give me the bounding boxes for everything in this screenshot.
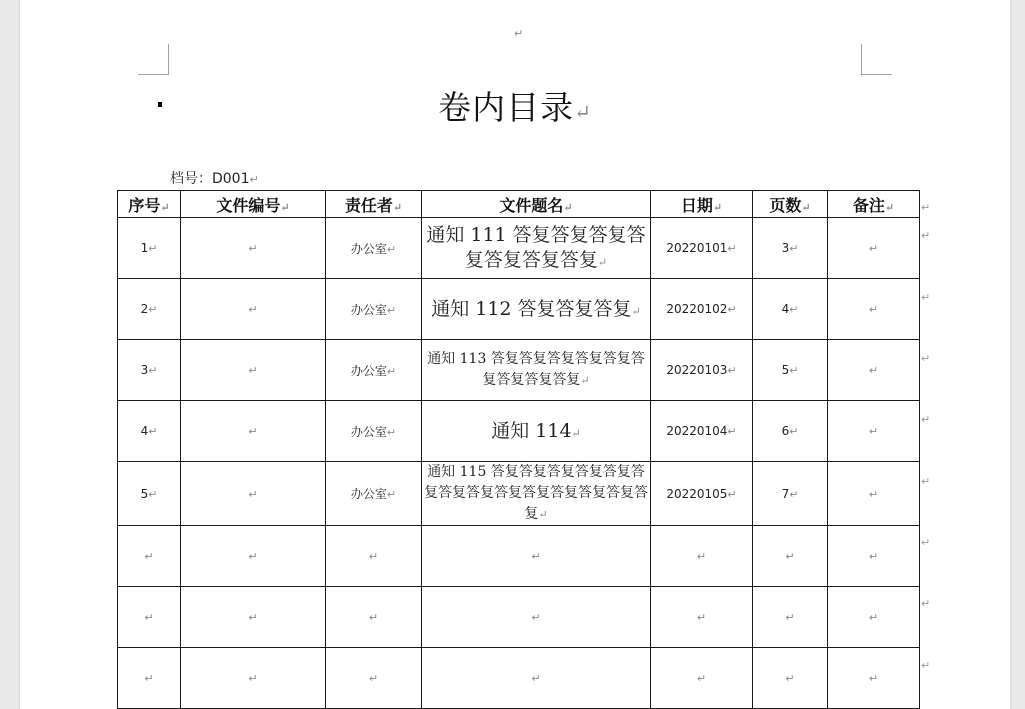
paragraph-mark-icon: ↵ [386, 303, 397, 317]
cell-remark[interactable] [828, 526, 920, 587]
paragraph-mark-icon: ↵ [727, 242, 737, 255]
cell-title[interactable]: 通知 113 答复答复答复答复答复答复答复答复答复↵ [422, 340, 651, 401]
table-row [118, 218, 920, 279]
paragraph-mark-icon: ↵ [248, 672, 258, 685]
paragraph-mark-icon: ↵ [785, 611, 795, 624]
paragraph-mark-icon: ↵ [868, 364, 879, 377]
cell-date[interactable]: 20220102↵ [651, 279, 753, 340]
cell-file-no[interactable] [181, 401, 326, 462]
cell-date[interactable] [651, 526, 753, 587]
paragraph-mark-icon: ↵ [368, 550, 379, 563]
cell-owner[interactable]: 办公室↵ [326, 401, 422, 462]
cell-remark[interactable] [828, 218, 920, 279]
cell-pages[interactable] [753, 587, 828, 648]
archive-number[interactable] [170, 168, 259, 188]
paragraph-mark-icon: ↵ [789, 364, 799, 377]
paragraph-mark-icon: ↵ [727, 425, 737, 438]
paragraph-mark-icon: ↵ [148, 364, 158, 377]
row-end-mark [921, 286, 930, 305]
cell-seq[interactable]: 4↵ [118, 401, 181, 462]
paragraph-mark-icon: ↵ [514, 27, 524, 40]
paragraph-mark-icon: ↵ [696, 550, 707, 563]
cell-pages[interactable]: 4↵ [753, 279, 828, 340]
cell-file-no[interactable] [181, 218, 326, 279]
paragraph-mark-icon: ↵ [386, 242, 397, 256]
paragraph-mark-icon: ↵ [144, 550, 154, 563]
cell-pages[interactable]: 6↵ [753, 401, 828, 462]
paragraph-mark-icon: ↵ [785, 672, 795, 685]
cell-seq[interactable]: 5↵ [118, 462, 181, 526]
paragraph-mark-icon: ↵ [789, 487, 799, 501]
row-end-mark [921, 224, 930, 243]
paragraph-mark-icon: ↵ [580, 374, 590, 387]
table-row [118, 279, 920, 340]
paragraph-mark-icon: ↵ [248, 425, 258, 438]
paragraph-mark-icon: ↵ [727, 487, 737, 501]
paragraph-mark-icon: ↵ [144, 672, 154, 685]
paragraph-mark-icon: ↵ [921, 413, 931, 426]
paragraph-mark-icon: ↵ [921, 352, 931, 365]
cell-remark[interactable] [828, 401, 920, 462]
paragraph-mark-icon: ↵ [248, 550, 258, 563]
paragraph-mark-icon: ↵ [631, 304, 641, 318]
cell-date[interactable]: 20220103↵ [651, 340, 753, 401]
cell-file-no[interactable] [181, 648, 326, 709]
paragraph-mark-icon: ↵ [248, 364, 258, 377]
paragraph-mark-icon: ↵ [696, 611, 707, 624]
archive-number-text[interactable]: 档号：D001 [170, 171, 250, 187]
page-corner-mark-right [861, 44, 892, 75]
cell-owner[interactable]: 办公室↵ [326, 462, 422, 526]
paragraph-mark-icon: ↵ [868, 611, 879, 624]
header-file-no[interactable]: 文件编号↵ [181, 191, 326, 218]
cell-title[interactable]: 通知 115 答复答复答复答复答复答复答复答复答复答复答复答复答复答复↵ [422, 462, 651, 526]
cell-title[interactable]: 通知 111 答复答复答复答复答复答复答复↵ [422, 218, 651, 279]
paragraph-mark-icon: ↵ [148, 303, 158, 316]
cell-pages[interactable] [753, 526, 828, 587]
paragraph-mark-icon: ↵ [921, 659, 931, 672]
cell-remark[interactable] [828, 279, 920, 340]
cell-owner[interactable]: 办公室↵ [326, 340, 422, 401]
paragraph-mark-icon: ↵ [921, 291, 931, 304]
paragraph-mark-icon: ↵ [696, 672, 707, 685]
paragraph-mark-icon: ↵ [789, 303, 799, 316]
paragraph-mark-icon: ↵ [386, 488, 397, 501]
cell-file-no[interactable] [181, 587, 326, 648]
cell-file-no[interactable] [181, 462, 326, 526]
cell-title[interactable] [422, 648, 651, 709]
paragraph-mark-icon: ↵ [249, 173, 259, 186]
paragraph-mark-icon: ↵ [921, 536, 931, 549]
paragraph-mark-icon: ↵ [148, 487, 158, 501]
paragraph-mark-icon: ↵ [868, 487, 879, 501]
row-end-mark [921, 196, 930, 215]
cell-file-no[interactable] [181, 526, 326, 587]
paragraph-mark-icon: ↵ [921, 597, 931, 610]
paragraph-mark-icon: ↵ [144, 611, 154, 624]
table-row-empty [118, 648, 920, 709]
paragraph-mark-icon: ↵ [368, 672, 379, 685]
header-date[interactable]: 日期↵ [651, 191, 753, 218]
table-row [118, 340, 920, 401]
row-end-mark [921, 654, 930, 673]
cell-date[interactable] [651, 648, 753, 709]
paragraph-mark-icon: ↵ [368, 611, 379, 624]
header-remark[interactable]: 备注↵ [828, 191, 920, 218]
cell-remark[interactable] [828, 648, 920, 709]
table-row-empty [118, 587, 920, 648]
cell-date[interactable]: 20220104↵ [651, 401, 753, 462]
table-row [118, 462, 920, 526]
cell-seq[interactable]: 3↵ [118, 340, 181, 401]
paragraph-mark-icon: ↵ [531, 611, 541, 624]
cell-date[interactable] [651, 587, 753, 648]
paragraph-mark-icon: ↵ [789, 242, 799, 255]
paragraph-mark-icon: ↵ [921, 229, 931, 242]
cell-owner[interactable] [326, 526, 422, 587]
paragraph-mark-icon: ↵ [921, 201, 931, 214]
cell-owner[interactable] [326, 587, 422, 648]
cell-seq[interactable] [118, 526, 181, 587]
document-title[interactable] [20, 82, 1010, 129]
paragraph-mark-icon: ↵ [386, 364, 397, 378]
cell-title[interactable] [422, 526, 651, 587]
cell-remark[interactable] [828, 587, 920, 648]
cell-date[interactable]: 20220101↵ [651, 218, 753, 279]
paragraph-mark-icon: ↵ [868, 242, 879, 255]
paragraph-mark-icon: ↵ [921, 475, 931, 488]
cell-file-no[interactable] [181, 279, 326, 340]
paragraph-mark-icon: ↵ [148, 425, 158, 438]
cell-owner[interactable]: 办公室↵ [326, 279, 422, 340]
row-end-mark [921, 408, 930, 427]
paragraph-mark-icon: ↵ [148, 242, 158, 255]
table-row [118, 401, 920, 462]
cell-owner[interactable]: 办公室↵ [326, 218, 422, 279]
paragraph-mark-icon: ↵ [868, 303, 879, 316]
page-corner-mark-left [138, 44, 169, 75]
paragraph-mark-icon: ↵ [785, 550, 795, 563]
cell-title[interactable]: 通知 112 答复答复答复↵ [422, 279, 651, 340]
cell-pages[interactable]: 3↵ [753, 218, 828, 279]
paragraph-mark-icon: ↵ [727, 364, 737, 377]
paragraph-mark-icon: ↵ [868, 425, 879, 438]
paragraph-mark-icon: ↵ [248, 611, 258, 624]
header-title[interactable]: 文件题名↵ [422, 191, 651, 218]
paragraph-mark-icon: ↵ [248, 303, 258, 316]
paragraph-mark-icon: ↵ [868, 672, 879, 685]
paragraph-mark-icon: ↵ [248, 487, 258, 501]
header-owner[interactable]: 责任者↵ [326, 191, 422, 218]
cell-date[interactable]: 20220105↵ [651, 462, 753, 526]
title-text[interactable]: 卷内目录 [438, 88, 575, 127]
cell-seq[interactable]: 2↵ [118, 279, 181, 340]
paragraph-mark-icon: ↵ [248, 242, 258, 255]
header-seq[interactable]: 序号↵ [118, 191, 181, 218]
paragraph-mark-icon: ↵ [538, 508, 548, 521]
cell-seq[interactable]: 1↵ [118, 218, 181, 279]
table-header-row [118, 191, 920, 218]
paragraph-mark-icon: ↵ [868, 550, 879, 563]
row-end-mark [921, 592, 930, 611]
cell-pages[interactable] [753, 648, 828, 709]
row-end-mark [921, 347, 930, 366]
paragraph-mark-icon: ↵ [727, 303, 737, 316]
header-pages[interactable]: 页数↵ [753, 191, 828, 218]
paragraph-mark-icon: ↵ [574, 100, 592, 124]
cell-file-no[interactable] [181, 340, 326, 401]
cell-pages[interactable]: 5↵ [753, 340, 828, 401]
row-end-mark [921, 470, 930, 489]
paragraph-mark-icon: ↵ [789, 425, 799, 438]
paragraph-mark-icon: ↵ [531, 550, 541, 563]
cell-title[interactable]: 通知 114↵ [422, 401, 651, 462]
document-page[interactable] [20, 0, 1010, 709]
cell-owner[interactable] [326, 648, 422, 709]
paragraph-mark-icon: ↵ [386, 425, 397, 439]
cell-pages[interactable]: 7↵ [753, 462, 828, 526]
row-end-mark [921, 531, 930, 550]
cell-title[interactable] [422, 587, 651, 648]
catalog-table [117, 190, 920, 709]
table-row-empty [118, 526, 920, 587]
cell-remark[interactable] [828, 462, 920, 526]
paragraph-mark-icon: ↵ [571, 426, 581, 440]
paragraph-mark-icon: ↵ [531, 672, 541, 685]
cell-seq[interactable] [118, 587, 181, 648]
paragraph-mark-icon: ↵ [597, 256, 608, 269]
cell-seq[interactable] [118, 648, 181, 709]
cell-remark[interactable] [828, 340, 920, 401]
